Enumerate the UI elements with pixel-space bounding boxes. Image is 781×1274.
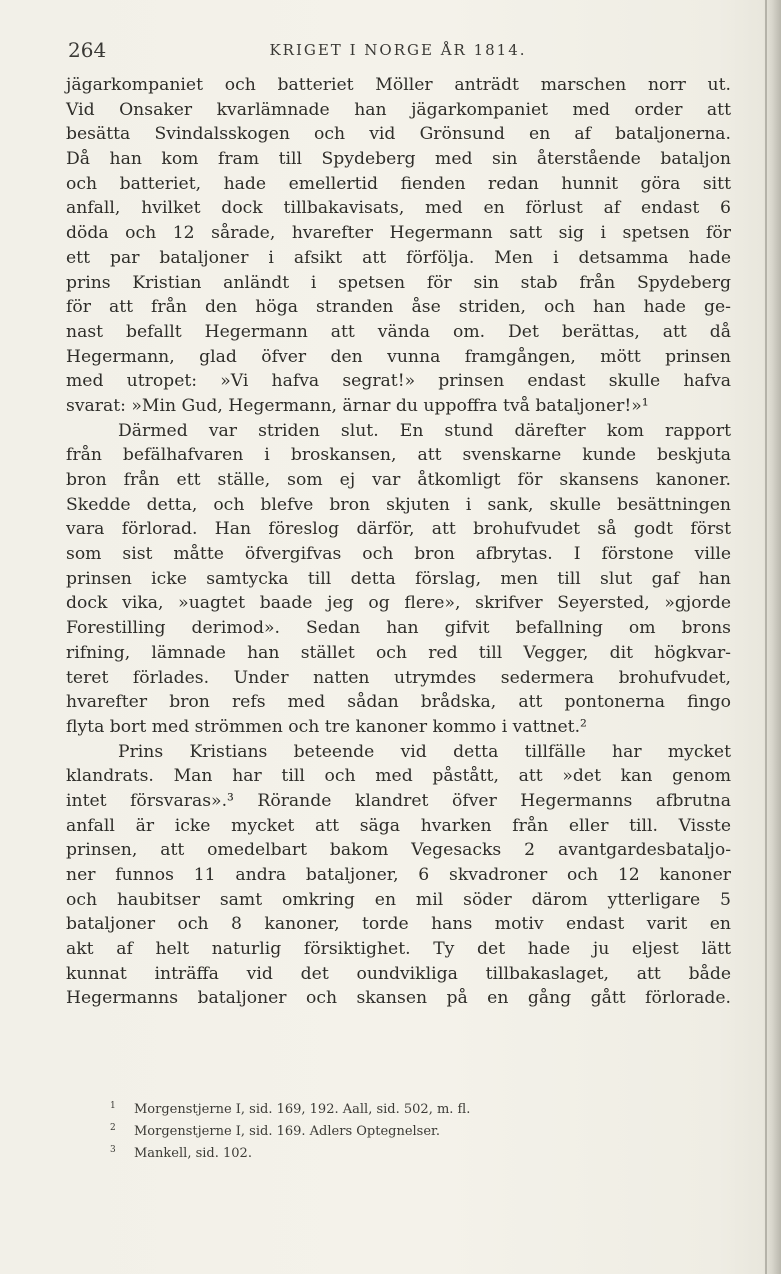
text-line: intet försvaras».³ Rörande klandret öfver Hegermanns afbrutna — [66, 790, 731, 811]
text-line: svarat: »Min Gud, Hegermann, ärnar du uppoffra två bataljoner!»¹ — [66, 395, 649, 416]
text-line: dock vika, »uagtet baade jeg og flere», skrifver Seyersted, »gjorde — [66, 593, 731, 614]
footnote: 3 Mankell, sid. 102. — [110, 1144, 252, 1161]
text-line: Då han kom fram till Spydeberg med sin återstående bataljon — [66, 149, 731, 170]
running-head: KRIGET I NORGE ÅR 1814. — [269, 41, 527, 59]
footnote: 2 Morgenstjerne I, sid. 169. Adlers Optegnelser. — [110, 1122, 440, 1139]
text-line: prinsen icke samtycka till detta förslag, men till slut gaf han — [66, 568, 731, 589]
text-line: som sist måtte öfvergifvas och bron afbrytas. I förstone ville — [66, 544, 731, 565]
footnote-text: Morgenstjerne I, sid. 169. Adlers Optegnelser. — [134, 1124, 440, 1139]
text-line: anfall är icke mycket att säga hvarken från eller till. Visste — [66, 815, 731, 836]
body-text — [66, 73, 731, 1011]
text-line: bataljoner och 8 kanoner, torde hans motiv endast varit en — [66, 914, 731, 935]
text-line: Forestilling derimod». Sedan han gifvit befallning om brons — [66, 618, 731, 639]
text-line: prinsen, att omedelbart bakom Vegesacks 2 avantgardesbataljo- — [66, 840, 731, 861]
page-header — [68, 38, 728, 64]
text-line: ner funnos 11 andra bataljoner, 6 skvadroner och 12 kanoner — [66, 865, 731, 885]
text-line: med utropet: »Vi hafva segrat!» prinsen endast skulle hafva — [66, 371, 731, 392]
page-number: 264 — [68, 38, 107, 62]
text-line: hvarefter bron refs med sådan brådska, att pontonerna fingo — [66, 692, 731, 713]
text-line: Därmed var striden slut. En stund därefter kom rapport — [118, 420, 731, 441]
text-line: ett par bataljoner i afsikt att förfölja. Men i detsamma hade — [66, 247, 731, 268]
text-line: anfall, hvilket dock tillbakavisats, med en förlust af endast 6 — [66, 198, 731, 219]
text-line: från befälhafvaren i broskansen, att svenskarne kunde beskjuta — [66, 445, 731, 466]
text-line: besätta Svindalsskogen och vid Grönsund en af bataljonerna. — [66, 124, 731, 145]
text-line: teret förlades. Under natten utrymdes sedermera brohufvudet, — [66, 667, 731, 688]
text-line: Hegermanns bataljoner och skansen på en gång gått förlorade. — [66, 988, 731, 1009]
footnote: 1 Morgenstjerne I, sid. 169, 192. Aall, sid. 502, m. fl. — [110, 1100, 471, 1117]
text-line: Prins Kristians beteende vid detta tillfälle har mycket — [118, 741, 731, 762]
text-line: flyta bort med strömmen och tre kanoner kommo i vattnet.² — [66, 716, 587, 737]
text-line: Hegermann, glad öfver den vunna framgången, mött prinsen — [66, 346, 731, 367]
text-line: Skedde detta, och blefve bron skjuten i sank, skulle besättningen — [66, 494, 731, 515]
text-line: akt af helt naturlig försiktighet. Ty det hade ju eljest lätt — [66, 939, 731, 960]
text-line: klandrats. Man har till och med påstått, att »det kan genom — [66, 766, 731, 787]
text-line: för att från den höga stranden åse striden, och han hade ge- — [66, 297, 731, 318]
text-line: rifning, lämnade han stället och red till Vegger, dit högkvar- — [66, 642, 731, 663]
text-line: jägarkompaniet och batteriet Möller anträdt marschen norr ut. — [66, 75, 731, 95]
text-line: och haubitser samt omkring en mil söder därom ytterligare 5 — [66, 889, 731, 910]
footnotes — [110, 1099, 670, 1165]
text-line: prins Kristian anländt i spetsen för sin stab från Spydeberg — [66, 272, 731, 293]
text-line: döda och 12 sårade, hvarefter Hegermann satt sig i spetsen för — [66, 223, 731, 244]
footnote-text: Morgenstjerne I, sid. 169, 192. Aall, sid. 502, m. fl. — [134, 1102, 471, 1117]
text-line: vara förlorad. Han föreslog därför, att brohufvudet så godt först — [66, 519, 731, 540]
text-line: bron från ett ställe, som ej var åtkomligt för skansens kanoner. — [66, 470, 731, 490]
page-edge-line — [765, 0, 767, 1274]
footnote-text: Mankell, sid. 102. — [134, 1146, 252, 1161]
text-line: kunnat inträffa vid det oundvikliga tillbakaslaget, att både — [66, 963, 731, 984]
text-line: nast befallt Hegermann att vända om. Det berättas, att då — [66, 321, 731, 342]
text-line: Vid Onsaker kvarlämnade han jägarkompaniet med order att — [66, 99, 731, 120]
text-line: och batteriet, hade emellertid fienden redan hunnit göra sitt — [66, 173, 731, 194]
